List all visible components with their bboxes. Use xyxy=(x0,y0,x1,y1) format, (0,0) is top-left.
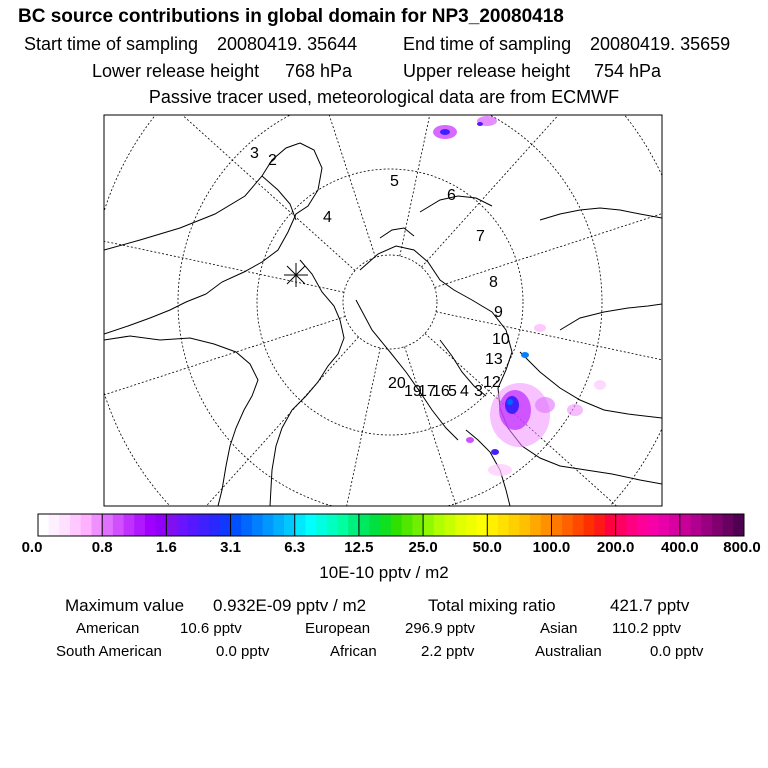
colorbar-cell xyxy=(156,514,167,536)
colorbar-cell xyxy=(530,514,541,536)
colorbar-cell xyxy=(455,514,466,536)
trajectory-label: 20 xyxy=(388,375,406,392)
colorbar-cell xyxy=(584,514,595,536)
trajectory-label: 17 xyxy=(418,383,436,400)
colorbar-cell xyxy=(134,514,145,536)
colorbar-cell xyxy=(380,514,391,536)
colorbar-cell xyxy=(252,514,263,536)
colorbar-tick-label: 400.0 xyxy=(661,539,699,556)
colorbar-cell xyxy=(91,514,102,536)
colorbar-tick-label: 12.5 xyxy=(344,539,374,556)
colorbar-cell xyxy=(338,514,349,536)
upper-height-value: 754 hPa xyxy=(594,61,662,81)
region-value-african: 2.2 pptv xyxy=(421,643,475,660)
total-mixing-label: Total mixing ratio xyxy=(428,596,556,615)
trajectory-label: 12 xyxy=(483,374,501,391)
colorbar-cell xyxy=(177,514,188,536)
start-time-label: Start time of sampling xyxy=(24,34,199,54)
colorbar-cell xyxy=(519,514,530,536)
colorbar-cell xyxy=(145,514,156,536)
tracer-note: Passive tracer used, meteorological data are from ECMWF xyxy=(148,87,620,107)
trajectory-label: 3 xyxy=(474,383,483,400)
region-name-american: American xyxy=(76,620,140,637)
colorbar-cell xyxy=(541,514,552,536)
upper-height-label: Upper release height xyxy=(403,61,571,81)
colorbar-cell xyxy=(509,514,520,536)
trajectory-label: 5 xyxy=(448,383,457,400)
colorbar-tick-label: 200.0 xyxy=(596,539,635,556)
trajectory-label: 6 xyxy=(447,187,456,204)
colorbar-tick-label: 0.8 xyxy=(91,539,113,556)
trajectory-label: 10 xyxy=(492,331,510,348)
colorbar-cell xyxy=(669,514,680,536)
colorbar-cell xyxy=(220,514,231,536)
colorbar-cell xyxy=(680,514,691,536)
trajectory-label: 2 xyxy=(268,152,277,169)
colorbar-cell xyxy=(391,514,402,536)
colorbar-cell xyxy=(712,514,723,536)
colorbar-cell xyxy=(637,514,648,536)
colorbar-cell xyxy=(434,514,445,536)
colorbar-cell xyxy=(327,514,338,536)
trajectory-label: 13 xyxy=(485,351,503,368)
lower-height-value: 768 hPa xyxy=(285,61,353,81)
max-value: 0.932E-09 pptv / m2 xyxy=(213,596,367,615)
trajectory-label: 8 xyxy=(489,274,498,291)
max-value-label: Maximum value xyxy=(65,596,185,615)
colorbar-tick-label: 6.3 xyxy=(284,539,306,556)
colorbar-cell xyxy=(316,514,327,536)
region-value-south-american: 0.0 pptv xyxy=(216,643,270,660)
region-value-european: 296.9 pptv xyxy=(405,620,476,637)
region-name-asian: Asian xyxy=(540,620,578,637)
colorbar-cell xyxy=(573,514,584,536)
trajectory-label: 7 xyxy=(476,228,485,245)
colorbar-cell xyxy=(658,514,669,536)
region-name-south-american: South American xyxy=(56,643,162,660)
region-value-american: 10.6 pptv xyxy=(180,620,242,637)
colorbar-cell xyxy=(616,514,627,536)
region-name-australian: Australian xyxy=(535,643,602,660)
colorbar-cell xyxy=(273,514,284,536)
colorbar-cell xyxy=(723,514,734,536)
colorbar-cell xyxy=(423,514,434,536)
colorbar-cell xyxy=(402,514,413,536)
trajectory-label: 4 xyxy=(323,209,332,226)
colorbar-cell xyxy=(49,514,60,536)
trajectory-label: 19 xyxy=(404,383,422,400)
colorbar-cell xyxy=(209,514,220,536)
colorbar-cell xyxy=(348,514,359,536)
colorbar-cell xyxy=(594,514,605,536)
colorbar-cell xyxy=(198,514,209,536)
colorbar-cell xyxy=(263,514,274,536)
colorbar-tick-label: 50.0 xyxy=(472,539,502,556)
total-mixing-value: 421.7 pptv xyxy=(610,596,690,615)
colorbar-cell xyxy=(626,514,637,536)
colorbar-cell xyxy=(113,514,124,536)
region-value-asian: 110.2 pptv xyxy=(612,620,681,637)
colorbar-tick-label: 25.0 xyxy=(408,539,438,556)
start-time-value: 20080419. 35644 xyxy=(217,34,358,54)
trajectory-label: 5 xyxy=(390,173,399,190)
colorbar-cell xyxy=(648,514,659,536)
colorbar-cell xyxy=(241,514,252,536)
colorbar-cell xyxy=(477,514,488,536)
colorbar-cell xyxy=(188,514,199,536)
colorbar-tick-label: 100.0 xyxy=(532,539,571,556)
colorbar-cell xyxy=(370,514,381,536)
colorbar-cell xyxy=(102,514,113,536)
colorbar-cell xyxy=(551,514,562,536)
colorbar-cell xyxy=(231,514,242,536)
lower-height-label: Lower release height xyxy=(92,61,260,81)
colorbar-cell xyxy=(359,514,370,536)
colorbar-cell xyxy=(412,514,423,536)
colorbar-cell xyxy=(81,514,92,536)
region-name-african: African xyxy=(330,643,377,660)
end-time-value: 20080419. 35659 xyxy=(590,34,731,54)
colorbar-cell xyxy=(466,514,477,536)
colorbar-cell xyxy=(166,514,177,536)
colorbar-tick-label: 800.0 xyxy=(723,539,761,556)
colorbar-cell xyxy=(487,514,498,536)
end-time-label: End time of sampling xyxy=(403,34,572,54)
colorbar-cell xyxy=(733,514,744,536)
colorbar-cell xyxy=(70,514,81,536)
trajectory-label: 4 xyxy=(460,383,469,400)
colorbar-cell xyxy=(605,514,616,536)
colorbar-cell xyxy=(498,514,509,536)
colorbar-tick-label: 0.0 xyxy=(21,539,43,556)
colorbar-cell xyxy=(305,514,316,536)
trajectory-label: 3 xyxy=(250,145,259,162)
colorbar-cell xyxy=(444,514,455,536)
page-title: BC source contributions in global domain for NP3_20080418 xyxy=(18,6,564,27)
colorbar-cell xyxy=(38,514,49,536)
trajectory-label: 16 xyxy=(432,383,450,400)
colorbar-cell xyxy=(124,514,135,536)
colorbar-cell xyxy=(691,514,702,536)
colorbar-tick-label: 3.1 xyxy=(220,539,241,556)
colorbar-cell xyxy=(562,514,573,536)
colorbar-cell xyxy=(295,514,306,536)
colorbar-cell xyxy=(284,514,295,536)
region-name-european: European xyxy=(305,620,371,637)
colorbar-cell xyxy=(701,514,712,536)
trajectory-label: 9 xyxy=(494,304,503,321)
region-value-australian: 0.0 pptv xyxy=(650,643,704,660)
colorbar-cell xyxy=(59,514,70,536)
colorbar-unit: 10E-10 pptv / m2 xyxy=(319,563,449,582)
colorbar-tick-label: 1.6 xyxy=(155,539,177,556)
